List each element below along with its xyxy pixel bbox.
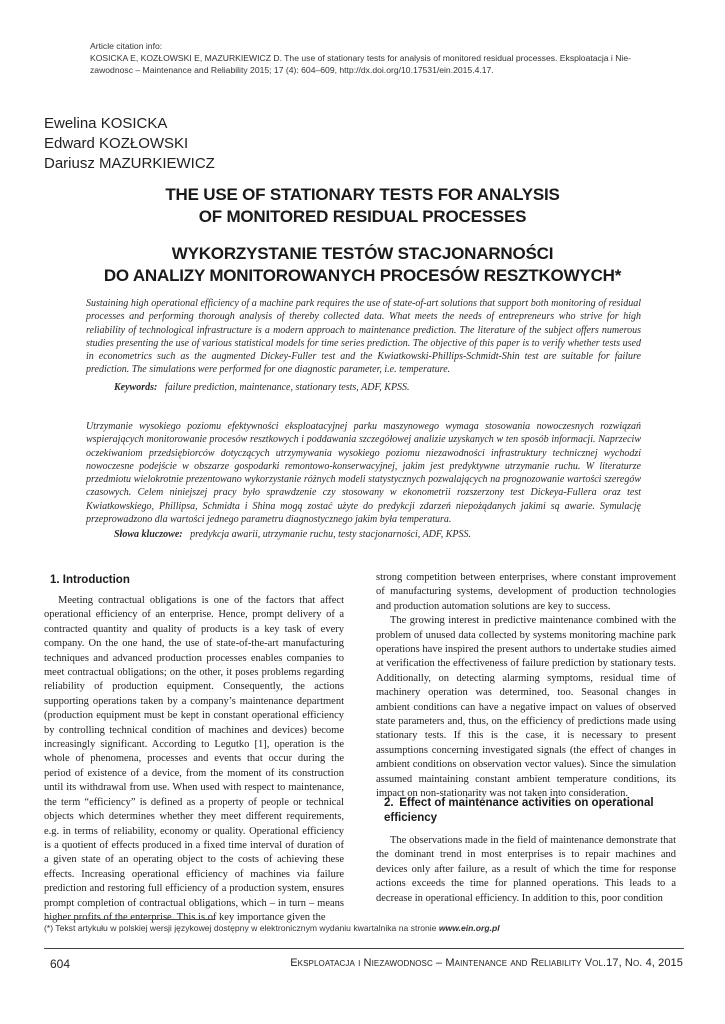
body-paragraph: The growing interest in predictive maintenance combined with the problem of unused data collected by systems monitoring machine park operations have inspired the present authors to undertake studies aimed at verification the effectiveness of failure prediction by stationary tests. Additionally, on detecting alarming symptoms, residual time of machinery operation was determined, too. Seasonal changes in ambient conditions can have a negative impact on values of observed state parameters and, thus, on the efficiency of predictions made using stationary tests. If this is the case, it is necessary to present assumptions concerning investigated signals (the effect of changes in ambient conditions on observation vector values). Since the simulation assumed maintaining constant ambient temperature conditions, its impact on non-stationarity was not taken into consideration. — [376, 615, 676, 800]
section-number: 2. — [384, 797, 394, 809]
title-polish-line-1: WYKORZYSTANIE TESTÓW STACJONARNOŚCI — [171, 244, 554, 263]
section-heading-effect — [384, 796, 684, 826]
keywords-label: Keywords: — [114, 382, 158, 393]
body-paragraph: The observations made in the field of maintenance demonstrate that the dominant trend in most enterprises is to repair machines and devices only after failure, as a result of which the time for response actions exceeds the time for planned operations. This leads to a decrease in operational efficiency. In addition to this, poor condition — [376, 835, 676, 904]
keywords-text: predykcja awarii, utrzymanie ruchu, testy stacjonarności, ADF, KPSS. — [190, 529, 472, 540]
journal-footer: Eksploatacja i Niezawodnosc – Maintenance and Reliability Vol.17, No. 4, 2015 — [290, 957, 683, 969]
author-name: Dariusz MAZURKIEWICZ — [44, 155, 215, 172]
page-number: 604 — [50, 957, 71, 971]
section-heading-introduction: 1. Introduction — [50, 574, 130, 586]
author-name: Ewelina KOSICKA — [44, 115, 168, 132]
abstract-english: Sustaining high operational efficiency of a machine park requires the use of state-of-art solutions that support both monitoring of residual processes and performing thorough analysis of thereby collected data. What meets the needs of entrepreneurs who strive for high reliability of technological infrastructure is a modern approach to maintenance prediction. The literature of the subject offers numerous studies presenting the use of various statistical models for time series prediction. The objective of this paper is to verify whether tests used in econometrics such as the augmented Dickey-Fuller test and the Kwiatkowski-Phillips-Schmidt-Shin test are suitable for failure prediction. The simulations were performed for one diagnostic parameter, i.e. temperature. — [86, 298, 641, 376]
body-paragraph: strong competition between enterprises, where constant improvement of manufacturing systems, development of production technologies and production automation solutions are key to success. — [376, 572, 676, 612]
body-paragraph: Meeting contractual obligations is one of the factors that affect operational efficiency of an enterprise. Hence, prompt delivery of a contracted quantity and quality of products is a key task of every company. On the one hand, the use of state-of-the-art manufacturing techniques and advanced production processes enables companies to meet contractual obligations; on the other, it poses problems regarding reliability of production equipment. Consequently, the actions supporting operations taken by a company’s maintenance department (production equipment must be kept in constant operational efficiency by controlling technical condition of machines and devices) become increasingly significant. According to Legutko [1], operation is the whole of phenomena, processes and events that occur during the period of existence of a device, from the moment of its construction until its withdrawal from use. When used with respect to maintenance, the term “efficiency” is defined as a property of people or technical objects which determines whether they meet different requirements, e.g. in terms of reliability, economy or quality. Operational efficiency is a quotient of effects produced in a fixed time interval of duration of a given state of an operating object to the costs of achieving these effects. Increasing operational efficiency of machines via failure prediction and restoring full efficiency of a production system, ensures prompt completion of contractual obligations, which – in turn – means higher profits of the enterprise. This is of key importance given the — [44, 595, 344, 923]
author-list — [44, 114, 215, 174]
keywords-polish — [114, 528, 471, 541]
keywords-label: Słowa kluczowe: — [114, 529, 183, 540]
title-polish — [0, 243, 725, 287]
section-title: Effect of maintenance activities on operational efficiency — [384, 797, 654, 824]
footnote — [44, 922, 500, 934]
title-english — [0, 184, 725, 228]
citation-label: Article citation info: — [90, 41, 163, 51]
body-column-right — [376, 571, 676, 802]
body-column-right-section2 — [376, 834, 676, 906]
citation-line-1: KOSICKA E, KOZŁOWSKI E, MAZURKIEWICZ D. The use of stationary tests for analysis of monitored residual processes. Eksploatacja i Nie- — [90, 53, 631, 63]
footnote-divider — [44, 919, 214, 920]
footer-divider — [44, 948, 684, 949]
keywords-text: failure prediction, maintenance, stationary tests, ADF, KPSS. — [164, 382, 410, 393]
title-english-line-1: THE USE OF STATIONARY TESTS FOR ANALYSIS — [165, 185, 560, 204]
keywords-english — [114, 381, 410, 394]
footnote-link[interactable]: www.ein.org.pl — [438, 923, 500, 933]
article-citation — [90, 40, 670, 76]
abstract-polish: Utrzymanie wysokiego poziomu efektywności eksploatacyjnej parku maszynowego wymaga stosowania nowoczesnych rozwiązań wspierających monitorowanie procesów resztkowych i poddawania szczegółowej analizie uzyskanych w ten sposób informacji. Naprzeciw oczekiwaniom przedsiębiorców dotyczących utrzymywania wysokiego poziomu niezawodności infrastruktury technicznej wychodzi nowoczesne podejście w obszarze gospodarki remontowo-konserwacyjnej, jakim jest predyktywne utrzymanie ruchu. W literaturze przedmiotu wielokrotnie prezentowano wykorzystanie różnych modeli statystycznych pozwalających na prognozowanie wartości szeregów czasowych. Celem niniejszej pracy było sprawdzenie czy stosowany w ekonometrii rozszerzony test Dickeya-Fullera oraz test Kwiatkowskiego, Phillipsa, Schmidta i Shina mogą zostać użyte do predykcji zdarzeń niepożądanych jakimi są awarie. Symulację przeprowadzono dla wartości jednego parametru diagnostycznego jakim była temperatura. — [86, 421, 641, 526]
author-name: Edward KOZŁOWSKI — [44, 135, 189, 152]
citation-line-2: zawodnosc – Maintenance and Reliability 2015; 17 (4): 604–609, http://dx.doi.org/10.17531/ein.2015.4.17. — [90, 65, 494, 75]
body-column-left — [44, 594, 344, 925]
title-polish-line-2: DO ANALIZY MONITOROWANYCH PROCESÓW RESZTKOWYCH* — [103, 266, 622, 285]
title-english-line-2: OF MONITORED RESIDUAL PROCESSES — [198, 207, 527, 226]
footnote-text: (*) Tekst artykułu w polskiej wersji językowej dostępny w elektronicznym wydaniu kwartalnika na stronie — [44, 923, 437, 933]
